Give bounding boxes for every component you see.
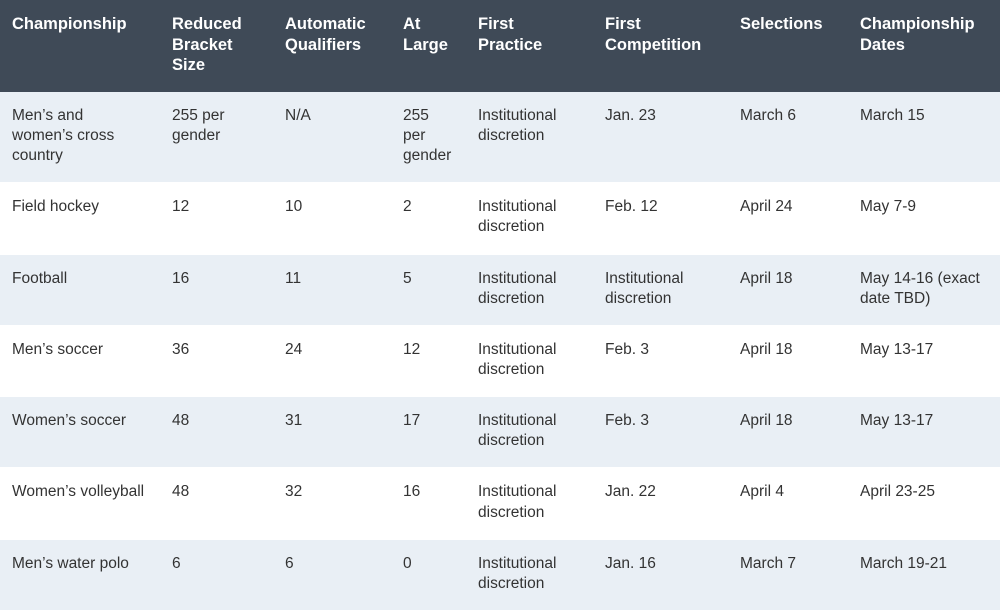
cell-automatic-qualifiers: N/A xyxy=(273,92,391,183)
cell-championship-dates: March 19-21 xyxy=(848,539,1000,610)
cell-at-large: 12 xyxy=(391,325,466,396)
cell-championship: Field hockey xyxy=(0,183,160,254)
cell-reduced-bracket-size: 16 xyxy=(160,254,273,325)
cell-first-practice: Institutional discretion xyxy=(466,254,593,325)
cell-championship-dates: April 23-25 xyxy=(848,468,1000,539)
cell-championship: Men’s soccer xyxy=(0,325,160,396)
cell-championship: Men’s and women’s cross country xyxy=(0,92,160,183)
column-header-championship: Championship xyxy=(0,0,160,92)
cell-championship: Football xyxy=(0,254,160,325)
cell-at-large: 255 per gender xyxy=(391,92,466,183)
cell-selections: March 6 xyxy=(728,92,848,183)
cell-reduced-bracket-size: 255 per gender xyxy=(160,92,273,183)
table-row xyxy=(0,468,1000,539)
cell-at-large: 16 xyxy=(391,468,466,539)
cell-championship-dates: March 15 xyxy=(848,92,1000,183)
cell-first-practice: Institutional discretion xyxy=(466,397,593,468)
cell-automatic-qualifiers: 11 xyxy=(273,254,391,325)
cell-first-competition: Jan. 16 xyxy=(593,539,728,610)
table-row xyxy=(0,397,1000,468)
cell-automatic-qualifiers: 31 xyxy=(273,397,391,468)
cell-first-practice: Institutional discretion xyxy=(466,183,593,254)
cell-first-competition: Feb. 3 xyxy=(593,397,728,468)
table-header-row xyxy=(0,0,1000,92)
cell-first-practice: Institutional discretion xyxy=(466,92,593,183)
column-header-at-large: At Large xyxy=(391,0,466,92)
cell-at-large: 17 xyxy=(391,397,466,468)
cell-reduced-bracket-size: 48 xyxy=(160,397,273,468)
cell-selections: March 7 xyxy=(728,539,848,610)
cell-selections: April 18 xyxy=(728,254,848,325)
cell-championship-dates: May 14-16 (exact date TBD) xyxy=(848,254,1000,325)
cell-reduced-bracket-size: 12 xyxy=(160,183,273,254)
cell-first-competition: Institutional discretion xyxy=(593,254,728,325)
cell-selections: April 24 xyxy=(728,183,848,254)
table-row xyxy=(0,254,1000,325)
cell-first-competition: Jan. 23 xyxy=(593,92,728,183)
table-row xyxy=(0,92,1000,183)
column-header-automatic-qualifiers: Automatic Qualifiers xyxy=(273,0,391,92)
cell-championship-dates: May 13-17 xyxy=(848,325,1000,396)
cell-reduced-bracket-size: 48 xyxy=(160,468,273,539)
column-header-first-competition: First Competition xyxy=(593,0,728,92)
cell-at-large: 5 xyxy=(391,254,466,325)
cell-automatic-qualifiers: 10 xyxy=(273,183,391,254)
cell-championship: Men’s water polo xyxy=(0,539,160,610)
cell-at-large: 2 xyxy=(391,183,466,254)
table-body xyxy=(0,92,1000,611)
column-header-reduced-bracket-size: Reduced Bracket Size xyxy=(160,0,273,92)
column-header-selections: Selections xyxy=(728,0,848,92)
cell-automatic-qualifiers: 24 xyxy=(273,325,391,396)
cell-first-practice: Institutional discretion xyxy=(466,325,593,396)
cell-selections: April 4 xyxy=(728,468,848,539)
cell-championship-dates: May 7-9 xyxy=(848,183,1000,254)
cell-reduced-bracket-size: 6 xyxy=(160,539,273,610)
table-row xyxy=(0,325,1000,396)
cell-first-competition: Feb. 3 xyxy=(593,325,728,396)
cell-automatic-qualifiers: 6 xyxy=(273,539,391,610)
cell-first-practice: Institutional discretion xyxy=(466,468,593,539)
column-header-first-practice: First Practice xyxy=(466,0,593,92)
cell-first-competition: Jan. 22 xyxy=(593,468,728,539)
cell-first-practice: Institutional discretion xyxy=(466,539,593,610)
table-row xyxy=(0,539,1000,610)
cell-championship: Women’s soccer xyxy=(0,397,160,468)
cell-championship: Women’s volleyball xyxy=(0,468,160,539)
table-row xyxy=(0,183,1000,254)
cell-championship-dates: May 13-17 xyxy=(848,397,1000,468)
cell-reduced-bracket-size: 36 xyxy=(160,325,273,396)
cell-selections: April 18 xyxy=(728,325,848,396)
cell-at-large: 0 xyxy=(391,539,466,610)
cell-automatic-qualifiers: 32 xyxy=(273,468,391,539)
cell-first-competition: Feb. 12 xyxy=(593,183,728,254)
cell-selections: April 18 xyxy=(728,397,848,468)
table-header xyxy=(0,0,1000,92)
column-header-championship-dates: Championship Dates xyxy=(848,0,1000,92)
